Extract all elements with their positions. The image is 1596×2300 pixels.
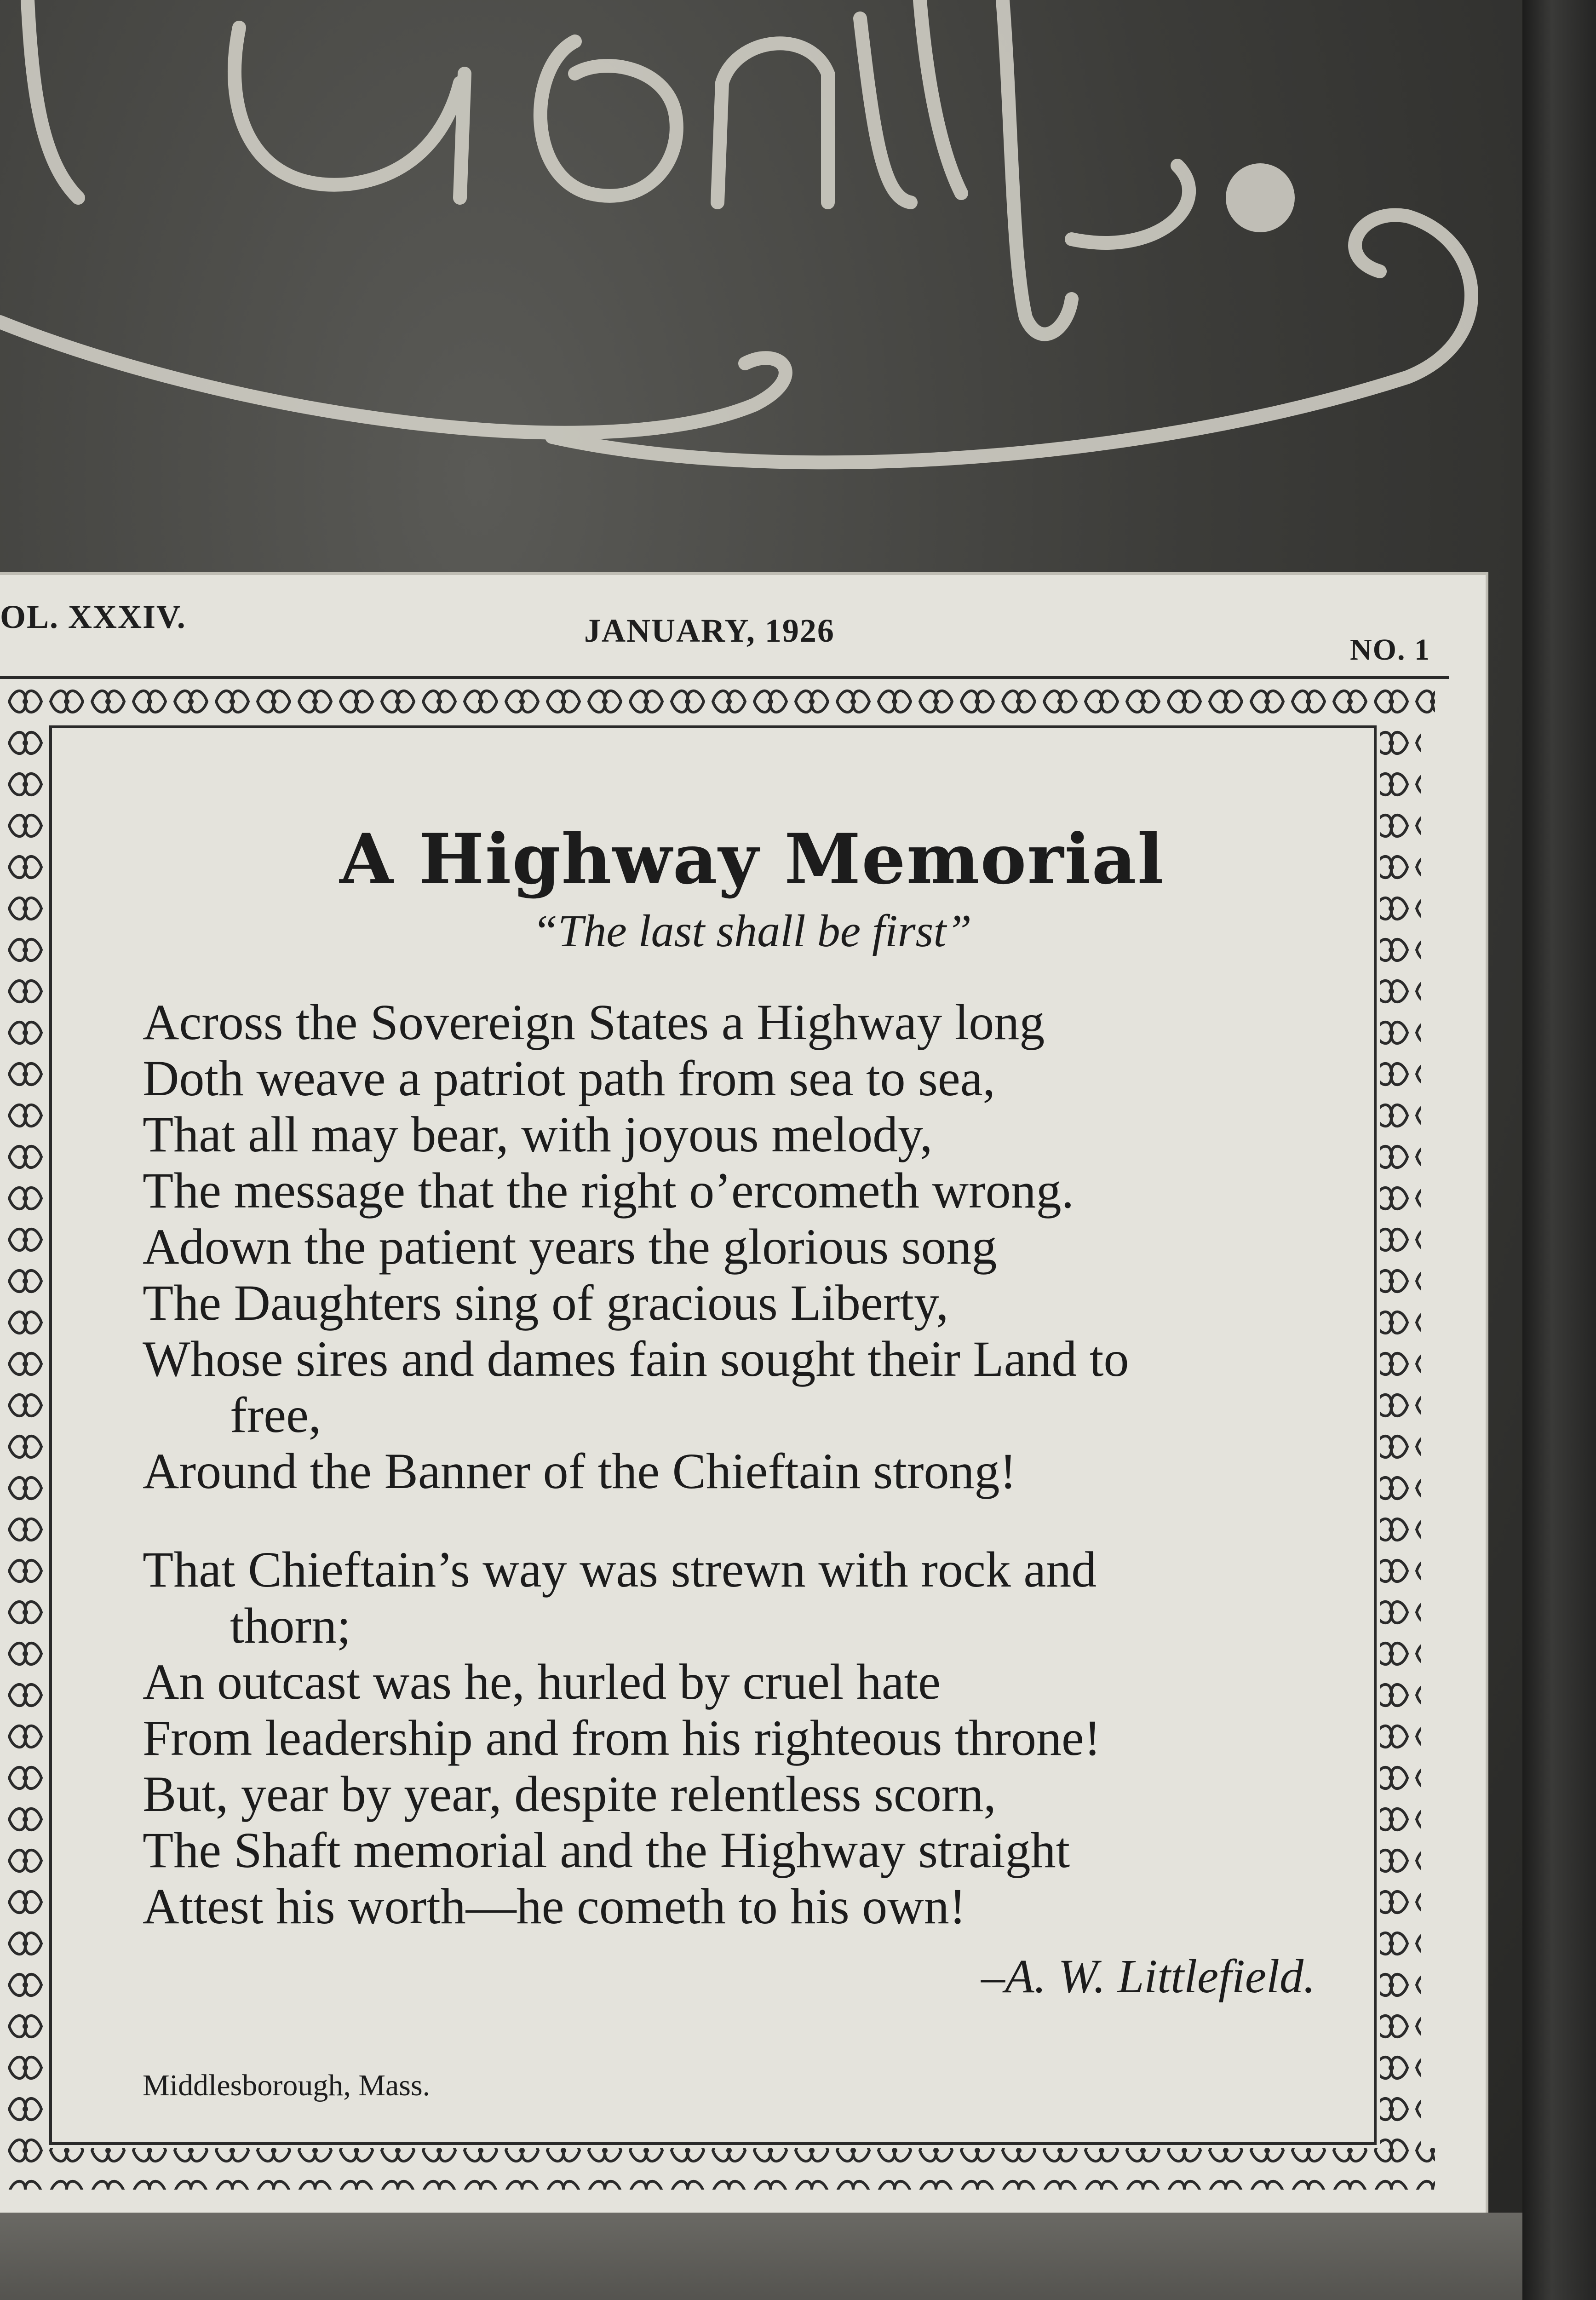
issue-header	[0, 589, 1453, 667]
poem-line: Across the Sovereign States a Highway long	[143, 994, 1045, 1050]
header-rule	[0, 676, 1449, 679]
poem-line: free,	[230, 1387, 321, 1443]
masthead-lettering	[0, 0, 1596, 575]
stanza-2	[143, 1541, 1361, 1934]
poem-line: thorn;	[230, 1598, 351, 1654]
poem-line: The Shaft memorial and the Highway straight	[143, 1822, 1070, 1878]
poem-line: Around the Banner of the Chieftain strong!	[143, 1443, 1017, 1499]
poem	[143, 819, 1361, 2103]
poem-line: Attest his worth—he cometh to his own!	[143, 1878, 966, 1934]
poem-author: –A. W. Littlefield.	[981, 1950, 1315, 2003]
poem-line: The Daughters sing of gracious Liberty,	[143, 1275, 949, 1331]
issue-number: NO. 1	[1350, 633, 1430, 667]
poem-line: From leadership and from his righteous throne!	[143, 1710, 1101, 1766]
cover-bottom-edge	[0, 2213, 1522, 2300]
volume-label: OL. XXXIV.	[0, 598, 186, 635]
poem-epigraph: “The last shall be first”	[532, 905, 972, 956]
poem-line: The message that the right o’ercometh wrong.	[143, 1162, 1074, 1219]
poem-line: Adown the patient years the glorious song	[143, 1219, 997, 1275]
poem-line: Doth weave a patriot path from sea to sea,	[143, 1050, 996, 1106]
stanza-1	[143, 994, 1361, 1499]
poem-line: An outcast was he, hurled by cruel hate	[143, 1654, 941, 1710]
poem-line: Whose sires and dames fain sought their Land to	[143, 1331, 1129, 1387]
cover-frame-edge	[1522, 0, 1596, 2300]
poem-line: But, year by year, despite relentless scorn,	[143, 1766, 996, 1822]
poem-page	[0, 575, 1486, 2213]
poem-title: A Highway Memorial	[339, 819, 1165, 900]
issue-date: JANUARY, 1926	[584, 612, 835, 649]
poem-line: That Chieftain’s way was strewn with rock and	[143, 1541, 1097, 1598]
poem-line: That all may bear, with joyous melody,	[143, 1106, 933, 1162]
poem-place: Middlesborough, Mass.	[143, 2069, 431, 2102]
